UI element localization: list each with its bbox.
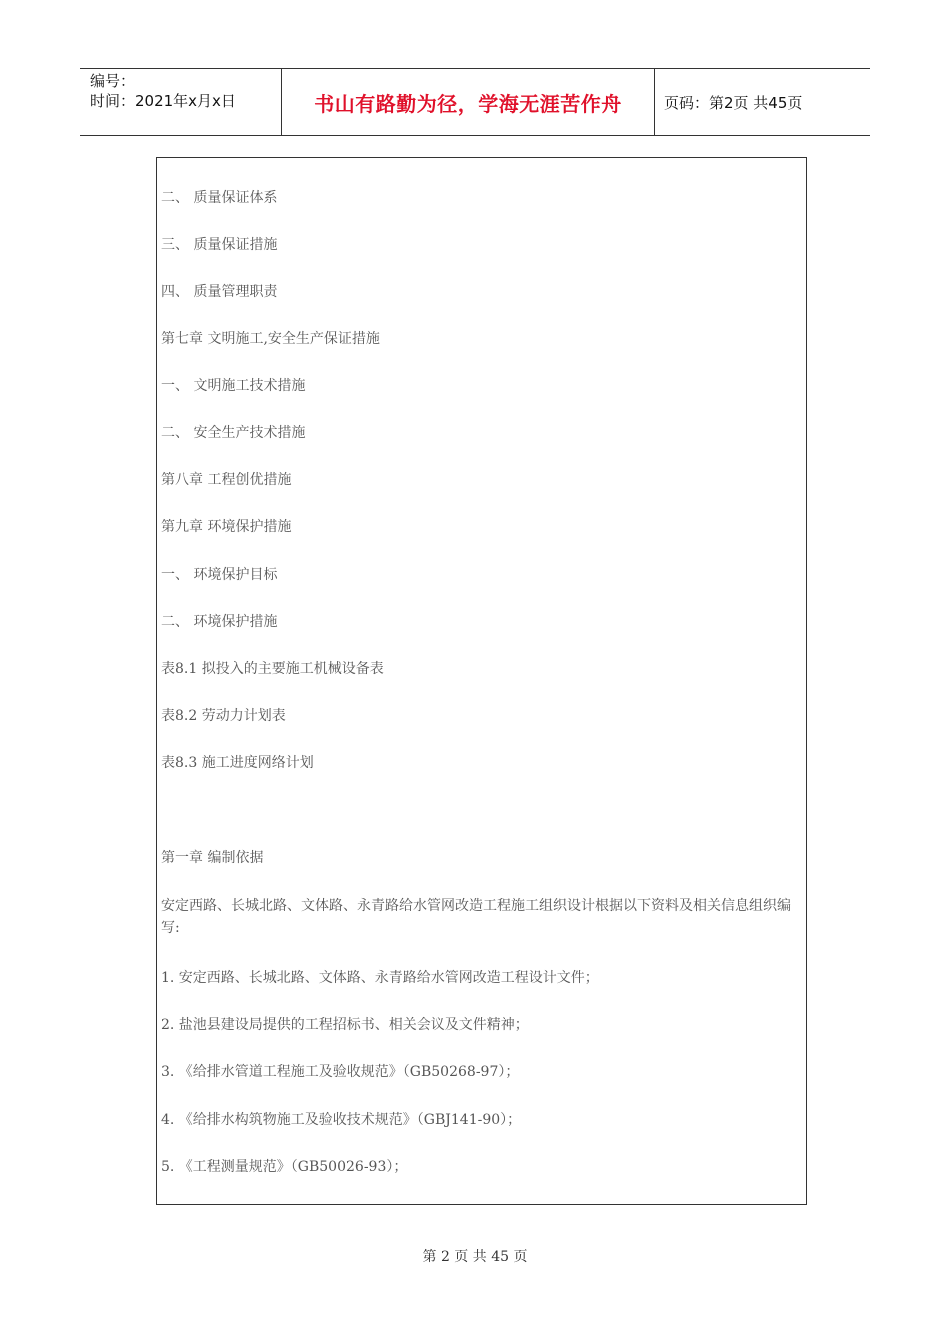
list-item: 1. 安定西路、长城北路、文体路、永青路给水管网改造工程设计文件； (161, 970, 599, 986)
content-frame (156, 157, 807, 1205)
toc-table-line: 表8.2 劳动力计划表 (161, 708, 286, 724)
toc-line: 二、 环境保护措施 (161, 614, 278, 630)
toc-chapter: 第八章 工程创优措施 (161, 472, 292, 488)
header-page-info: 页码：第2页 共45页 (664, 93, 803, 112)
list-item: 3. 《给排水管道工程施工及验收规范》（GB50268-97）； (161, 1064, 520, 1080)
toc-line: 一、 文明施工技术措施 (161, 378, 306, 394)
list-item: 4. 《给排水构筑物施工及验收技术规范》（GBJ141-90）； (161, 1112, 522, 1128)
toc-line: 一、 环境保护目标 (161, 567, 278, 583)
list-item: 5. 《工程测量规范》（GB50026-93）； (161, 1159, 408, 1175)
body-paragraph: 安定西路、长城北路、文体路、永青路给水管网改造工程施工组织设计根据以下资料及相关信息组织编写: (161, 898, 791, 936)
chapter-heading: 第一章 编制依据 (161, 850, 264, 866)
date-label: 时间：2021年x月x日 (90, 92, 236, 110)
toc-chapter: 第七章 文明施工,安全生产保证措施 (161, 331, 380, 347)
toc-line: 三、 质量保证措施 (161, 237, 278, 253)
toc-line: 二、 质量保证体系 (161, 190, 278, 206)
toc-table-line: 表8.3 施工进度网络计划 (161, 755, 314, 771)
header-motto: 书山有路勤为径，学海无涯苦作舟 (282, 69, 655, 135)
toc-table-line: 表8.1 拟投入的主要施工机械设备表 (161, 661, 384, 677)
toc-line: 四、 质量管理职责 (161, 284, 278, 300)
header-meta (80, 69, 282, 135)
number-label: 编号： (90, 72, 136, 90)
document-header (80, 68, 870, 136)
page-footer: 第 2 页 共 45 页 (422, 1249, 528, 1265)
toc-line: 二、 安全生产技术措施 (161, 425, 306, 441)
toc-chapter: 第九章 环境保护措施 (161, 519, 292, 535)
list-item: 2. 盐池县建设局提供的工程招标书、相关会议及文件精神； (161, 1017, 529, 1033)
